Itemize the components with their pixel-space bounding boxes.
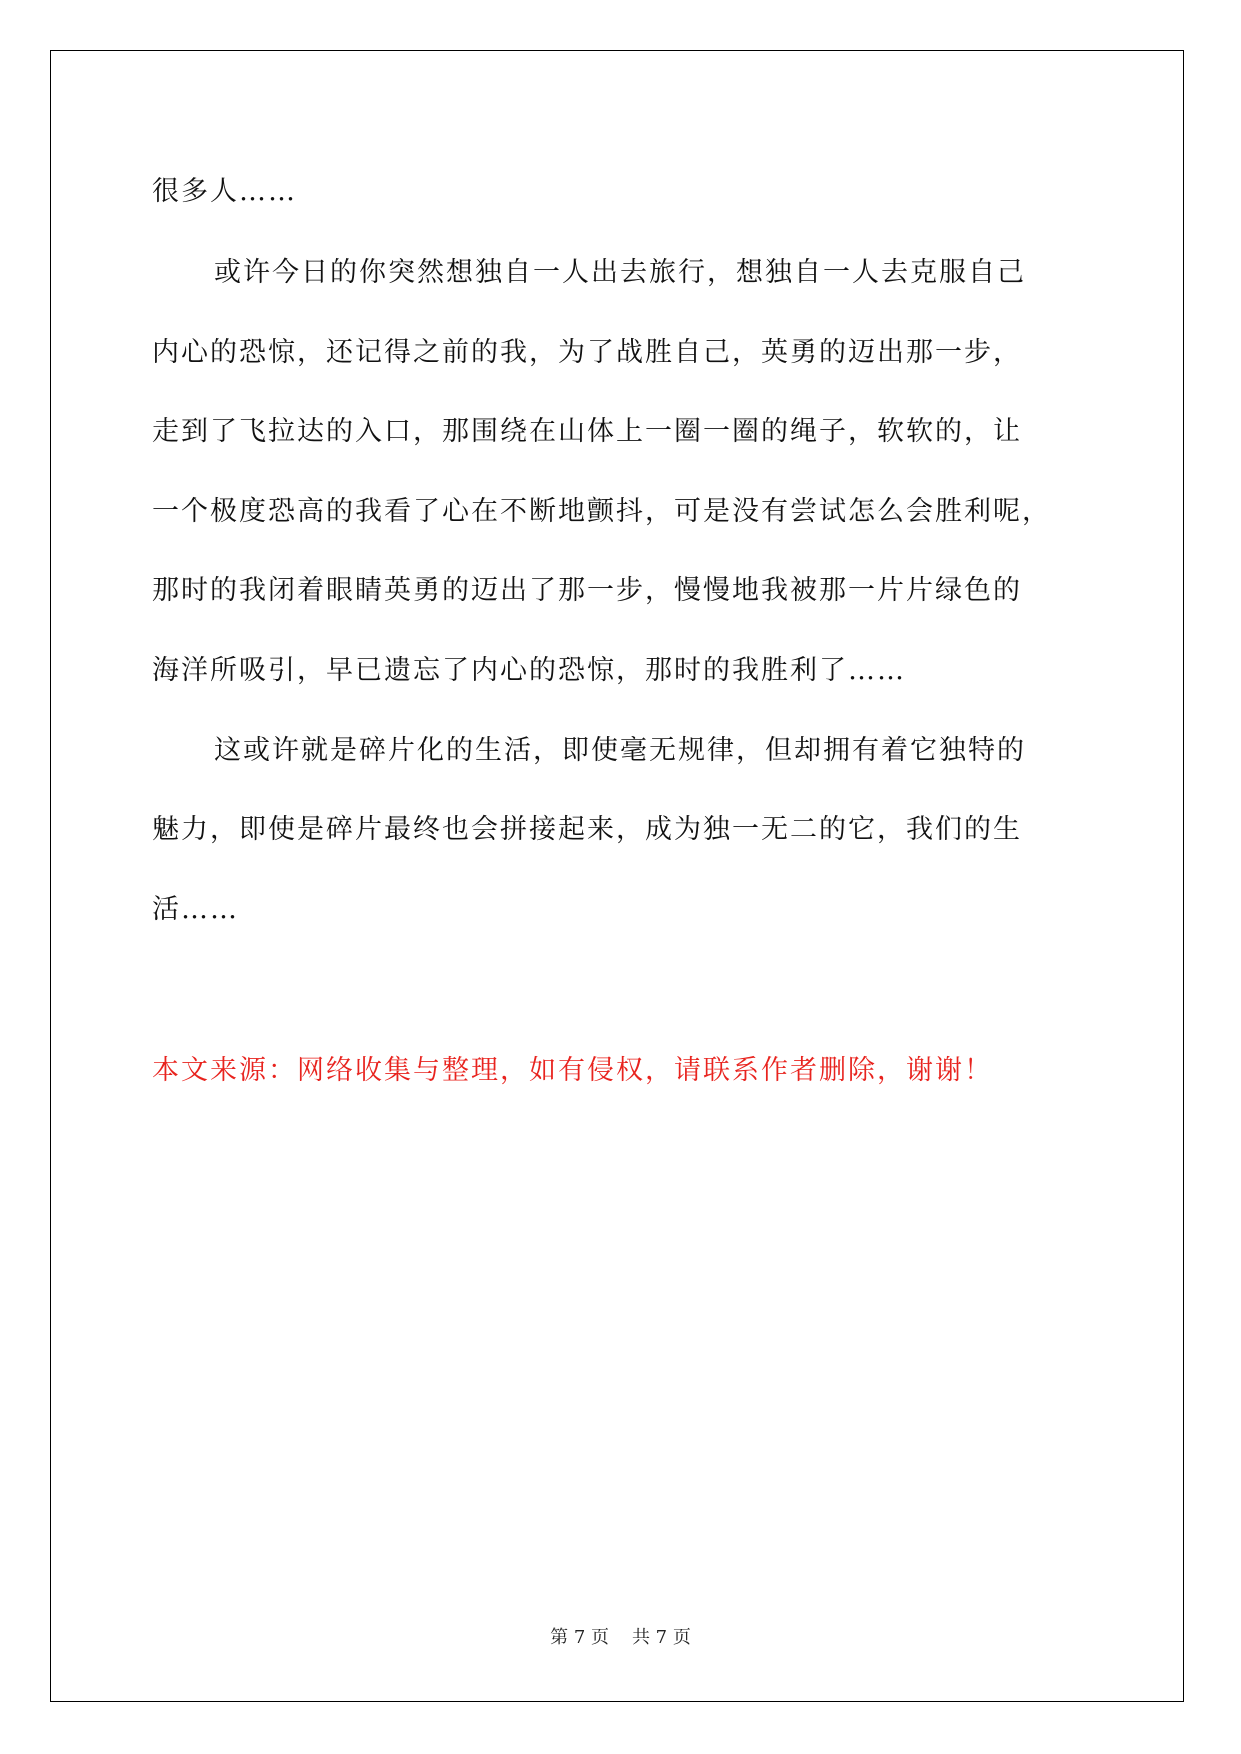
body-line-8: 这或许就是碎片化的生活，即使毫无规律，但却拥有着它独特的: [214, 735, 1026, 766]
body-line-9: 魅力，即使是碎片最终也会拼接起来，成为独一无二的它，我们的生: [152, 814, 1022, 845]
body-line-6: 那时的我闭着眼睛英勇的迈出了那一步，慢慢地我被那一片片绿色的: [152, 575, 1022, 606]
body-line-5: 一个极度恐高的我看了心在不断地颤抖，可是没有尝试怎么会胜利呢，: [152, 496, 1051, 527]
body-line-7: 海洋所吸引，早已遗忘了内心的恐惊，那时的我胜利了……: [152, 655, 906, 686]
page-number-footer: 第 7 页 共 7 页: [550, 1627, 691, 1648]
source-note: 本文来源：网络收集与整理，如有侵权，请联系作者删除，谢谢！: [152, 1055, 993, 1086]
body-line-4: 走到了飞拉达的入口，那围绕在山体上一圈一圈的绳子，软软的，让: [152, 416, 1022, 447]
body-line-1: 很多人……: [152, 176, 297, 207]
body-line-2: 或许今日的你突然想独自一人出去旅行，想独自一人去克服自己: [214, 257, 1026, 288]
body-line-10: 活……: [152, 894, 239, 925]
page-border: [50, 50, 1184, 1702]
body-line-3: 内心的恐惊，还记得之前的我，为了战胜自己，英勇的迈出那一步，: [152, 337, 1022, 368]
